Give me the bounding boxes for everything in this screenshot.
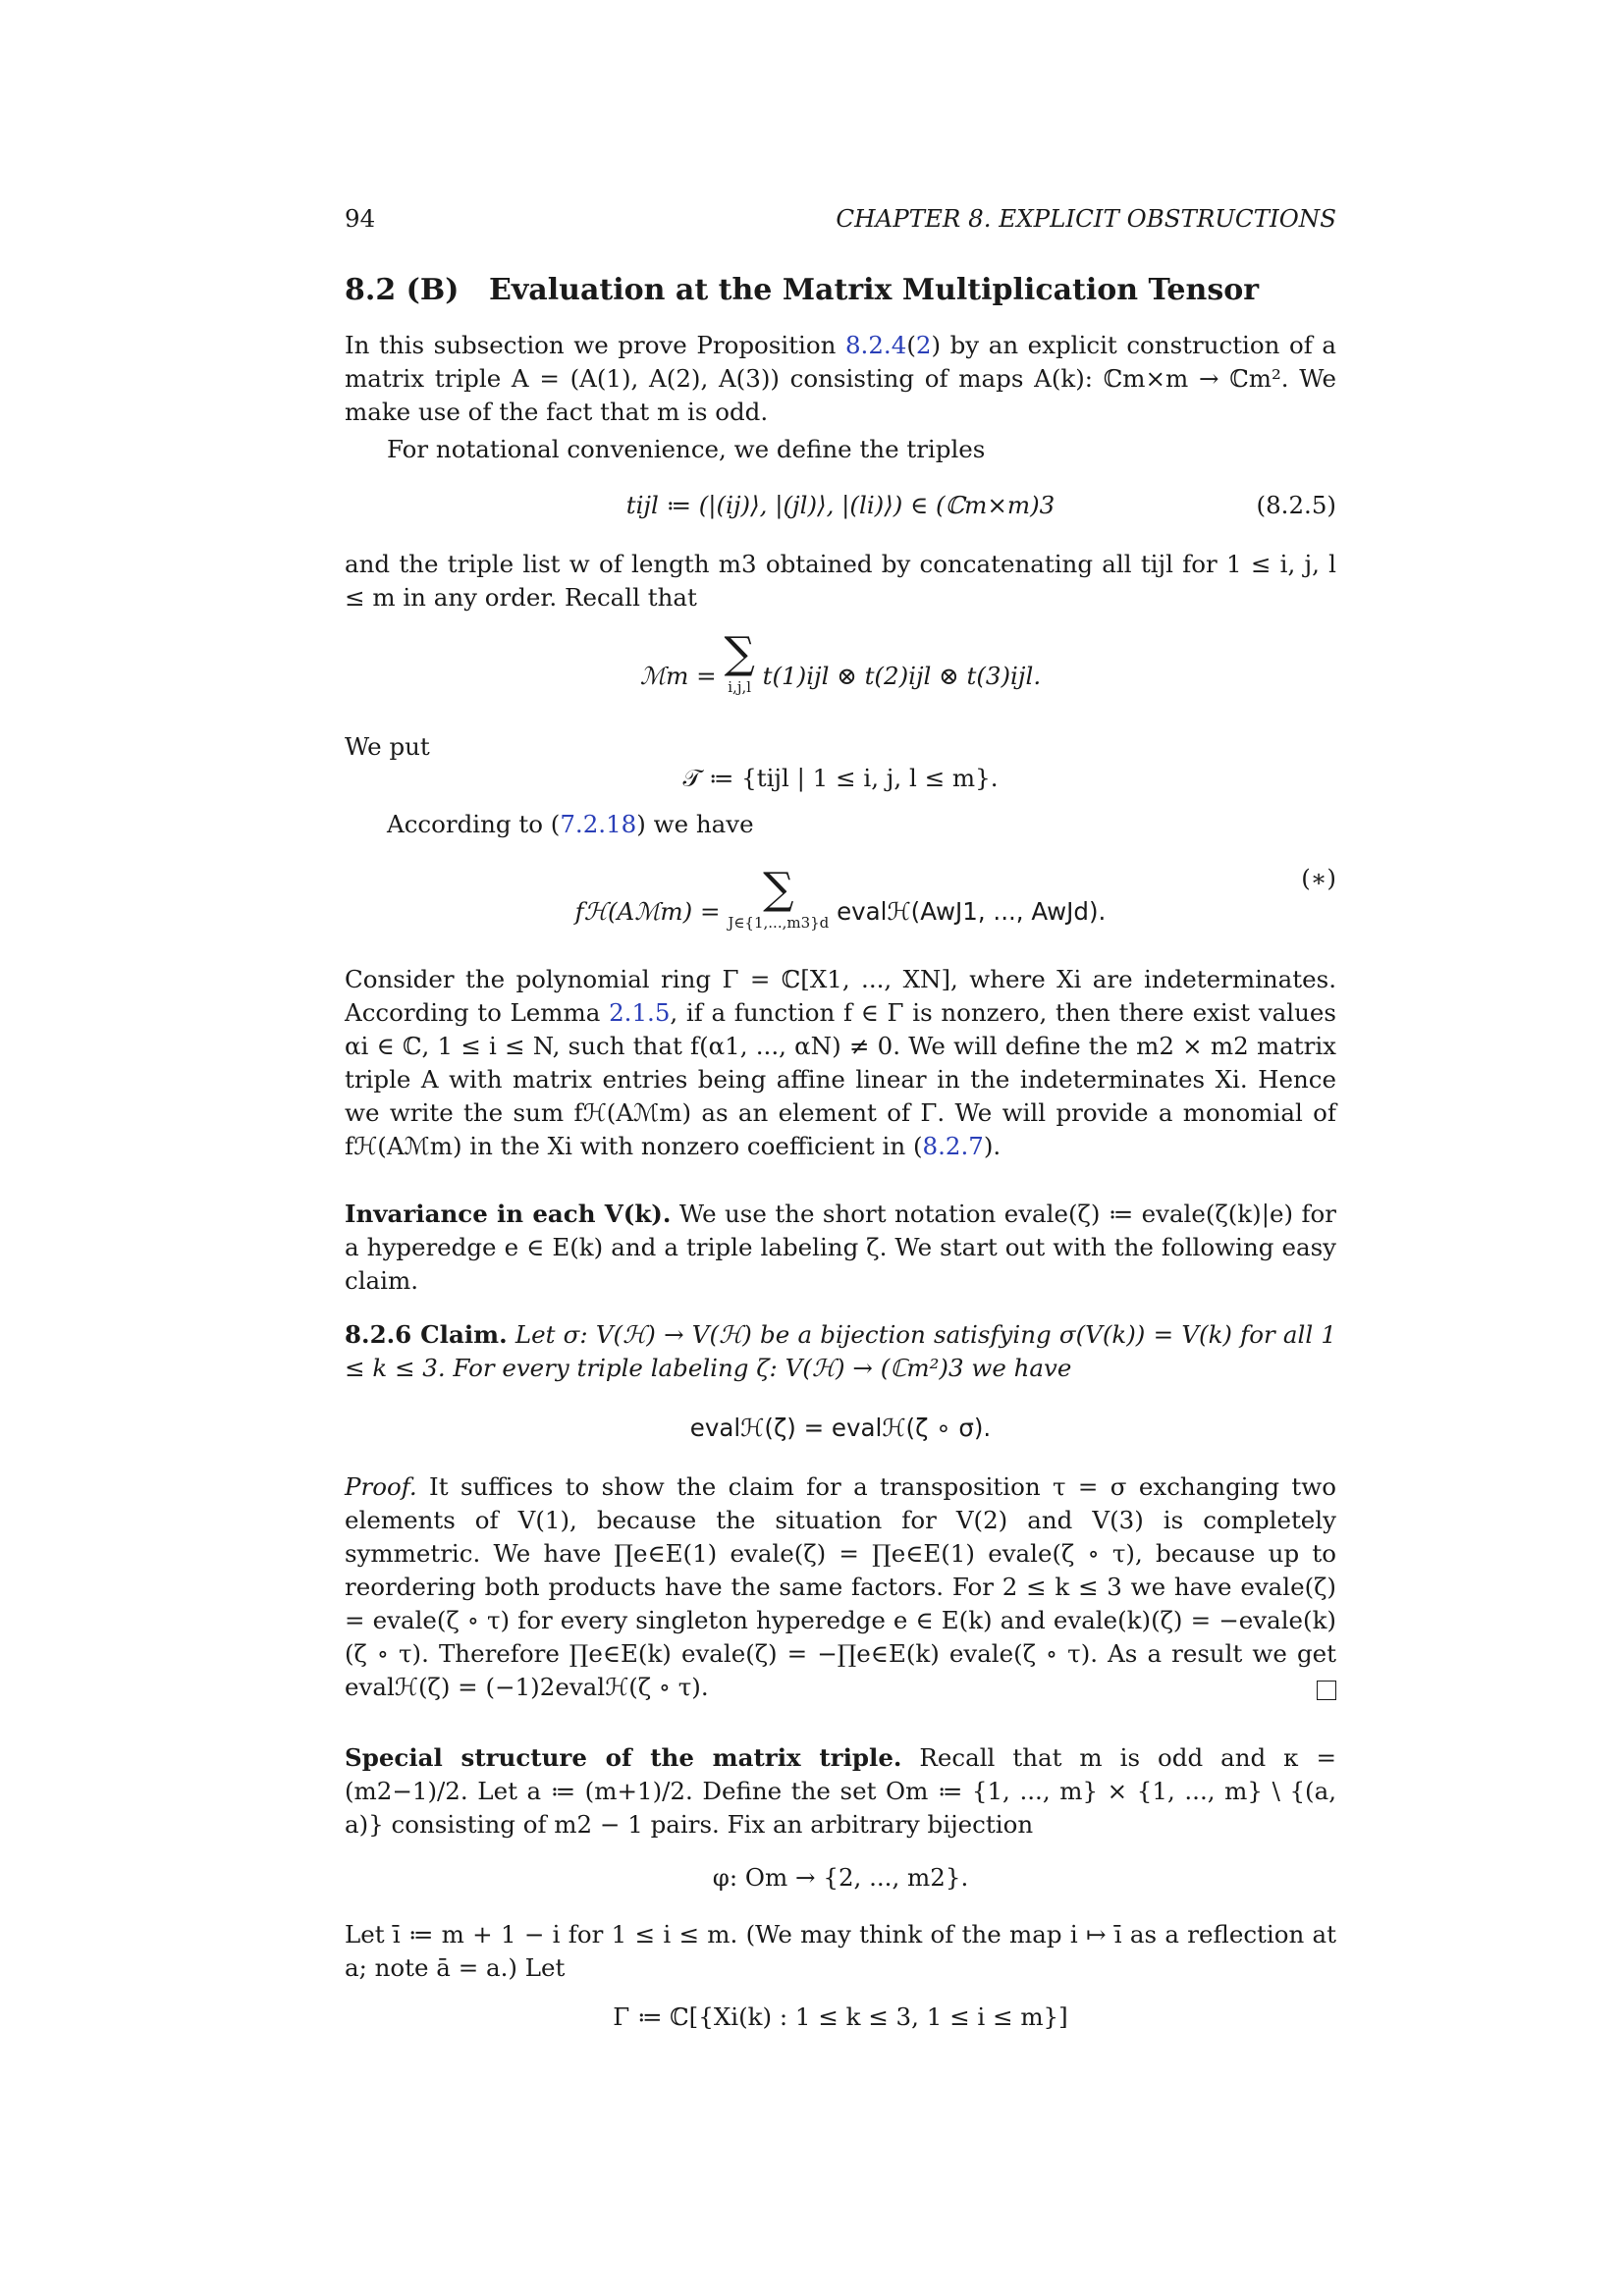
section-title: Evaluation at the Matrix Multiplication Tensor (489, 273, 1260, 307)
special-structure-text: Recall that m is odd and κ = (m2−1)/2. Let a ≔ (m+1)/2. Define the set Om ≔ {1, ..., m} × {1, ..., m} \ {(a, a)} consisting of m2 − 1 pairs. Fix an arbitrary bijection (345, 1743, 1336, 1839)
equation-star (345, 864, 1336, 932)
paragraph-intro: In this subsection we prove Proposition 8.2.4(2) by an explicit construction of a matrix triple A = (A(1), A(2), A(3)) consisting of maps A(k): ℂm×m → ℂm². We make use of the fact that m is odd. (345, 331, 1337, 426)
equation-phi: φ: Om → {2, ..., m2}. (712, 1863, 969, 1892)
equation-rhs: t(1)ijl ⊗ t(2)ijl ⊗ t(3)ijl. (762, 662, 1042, 690)
intro-text-cont: by an explicit construction of a matrix triple A = (A(1), A(2), A(3)) consisting of maps A(k): ℂm×m → ℂm². We make use of the fact that m is odd. (345, 331, 1337, 426)
equation-body: tijl ≔ (|(ij)⟩, |(jl)⟩, |(li)⟩) ∈ (ℂm×m)3 (625, 491, 1056, 519)
paragraph-according (345, 808, 1336, 841)
proposition-link[interactable]: 8.2.4 (844, 331, 907, 359)
sum-symbol: ∑ J∈{1,...,m3}d (728, 864, 830, 932)
claim-text: Let σ: V(ℋ) → V(ℋ) be a bijection satisfying σ(V(k)) = V(k) for all 1 ≤ k ≤ 3. For every triple labeling ζ: V(ℋ) → (ℂm²)3 we have (345, 1320, 1337, 1382)
claim-8-2-6 (345, 1318, 1336, 1385)
sum-index: i,j,l (728, 678, 752, 696)
lemma-link[interactable]: 2.1.5 (609, 998, 671, 1027)
chapter-title: CHAPTER 8. EXPLICIT OBSTRUCTIONS (836, 204, 1336, 233)
paragraph-polynomial-ring (345, 963, 1336, 1163)
intro-text: In this subsection we prove Proposition (345, 331, 845, 359)
sum-symbol: ∑ i,j,l (724, 628, 755, 696)
equation-claim: evalℋ(ζ) = evalℋ(ζ ∘ σ). (689, 1414, 992, 1442)
paragraph-we-put: We put (345, 732, 430, 761)
according-text: According to ( (387, 810, 561, 838)
ring-text: Consider the polynomial ring Γ = ℂ[X1, ..., XN], where Xi are indeterminates. According to Lemma (345, 965, 1336, 1027)
proposition-item-link[interactable]: 2 (915, 331, 932, 359)
proof-text: It suffices to show the claim for a transposition τ = σ exchanging two elements of V(1), because the situation for V(2) and V(3) is completely symmetric. We have ∏e∈E(1) evale(ζ) = ∏e∈E(1) evale(ζ ∘ τ), because up to reordering both products have the same factors. For 2 ≤ k ≤ 3 we have evale(ζ) = evale(ζ ∘ τ) for every singleton hyperedge e ∈ E(k) and evale(k)(ζ) = −evale(k)(ζ ∘ τ). Therefore ∏e∈E(k) evale(ζ) = −∏e∈E(k) evale(ζ ∘ τ). As a result we get evalℋ(ζ) = (−1)2evalℋ(ζ ∘ τ). (345, 1472, 1336, 1701)
special-structure-heading: Special structure of the matrix triple. (345, 1743, 902, 1772)
equation-gamma: Γ ≔ ℂ[{Xi(k) : 1 ≤ k ≤ 3, 1 ≤ i ≤ m}] (613, 2002, 1068, 2031)
proof-block (345, 1470, 1336, 1704)
paragraph-special-structure (345, 1741, 1336, 1842)
equation-label: (8.2.5) (1256, 491, 1336, 519)
invariance-heading: Invariance in each V(k). (345, 1200, 672, 1228)
ring-text-end: ). (983, 1132, 1001, 1160)
equation-8-2-5 (345, 491, 1336, 519)
qed-symbol (1317, 1681, 1336, 1700)
according-text-cont: ) we have (636, 810, 754, 838)
paragraph-notation: For notational convenience, we define the triples (387, 435, 986, 463)
paragraph-invariance (345, 1198, 1336, 1298)
claim-heading: 8.2.6 Claim. (345, 1320, 508, 1349)
equation-rhs: evalℋ(AwJ1, ..., AwJd). (837, 897, 1107, 926)
equation-matrix-tensor (345, 628, 1336, 696)
section-heading (345, 273, 1259, 307)
equation-link-7-2-18[interactable]: 7.2.18 (560, 810, 637, 838)
equation-lhs: ℳm = (639, 662, 717, 690)
ring-text-cont: , if a function f ∈ Γ is nonzero, then there exist values αi ∈ ℂ, 1 ≤ i ≤ N, such that f(α1, ..., αN) ≠ 0. We will define the m2 × m2 matrix triple A with matrix entries being affine linear in the indeterminates Xi. Hence we write the sum fℋ(Aℳm) as an element of Γ. We will provide a monomial of fℋ(Aℳm) in the Xi with nonzero coefficient in ( (345, 998, 1336, 1160)
proof-heading: Proof. (345, 1472, 417, 1501)
equation-link-8-2-7[interactable]: 8.2.7 (922, 1132, 984, 1160)
sum-index: J∈{1,...,m3}d (728, 914, 830, 932)
paragraph-reflection: Let ī ≔ m + 1 − i for 1 ≤ i ≤ m. (We may think of the map i ↦ ī as a reflection at a; note ā = a.) Let (345, 1920, 1336, 1982)
paragraph-triple-list: and the triple list w of length m3 obtained by concatenating all tijl for 1 ≤ i, j, l ≤ m in any order. Recall that (345, 550, 1336, 612)
invariance-text: We use the short notation evale(ζ) ≔ evale(ζ(k)|e) for a hyperedge e ∈ E(k) and a triple labeling ζ. We start out with the following easy claim. (345, 1200, 1336, 1295)
equation-T-set: 𝒯 ≔ {tijl | 1 ≤ i, j, l ≤ m}. (682, 764, 999, 792)
equation-lhs: fℋ(Aℳm) = (574, 897, 721, 926)
section-number: 8.2 (B) (345, 273, 460, 307)
page-number: 94 (345, 204, 376, 233)
equation-label: (∗) (1301, 864, 1336, 892)
